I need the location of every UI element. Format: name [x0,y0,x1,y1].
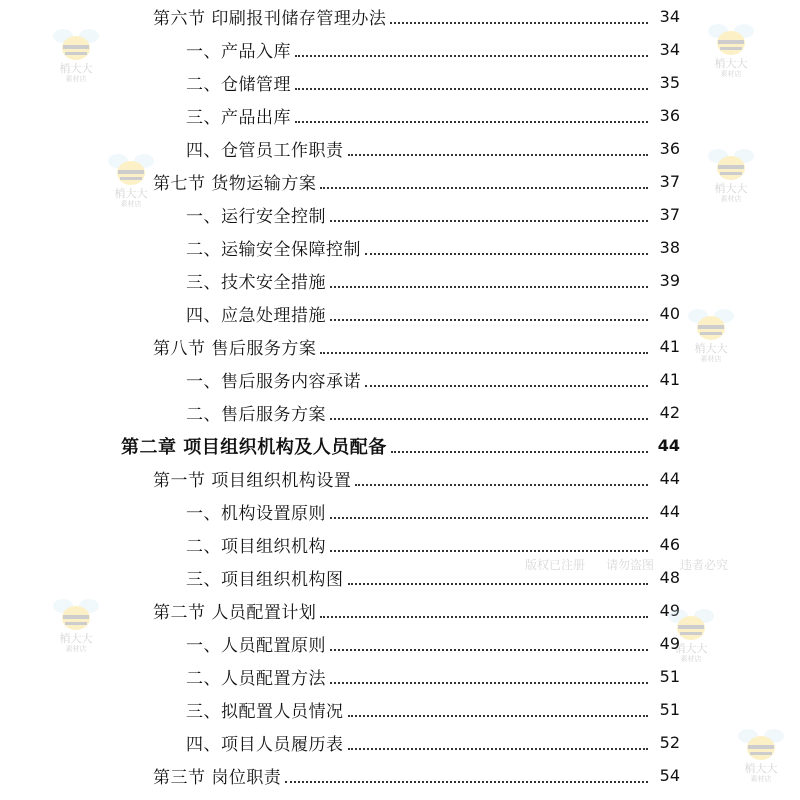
toc-subsection-entry[interactable] [0,264,680,297]
svg-text:梢大大: 梢大大 [744,762,778,775]
toc-page-number: 38 [659,238,680,257]
toc-subsection-entry[interactable] [0,627,680,660]
toc-page-number: 48 [659,568,680,587]
toc-page-number: 51 [659,700,680,719]
svg-text:梢大大: 梢大大 [59,632,93,645]
toc-page-number: 44 [657,436,680,455]
toc-subsection-entry[interactable] [0,198,680,231]
toc-subsection-entry[interactable] [0,33,680,66]
toc-section-entry[interactable] [0,330,680,363]
toc-entry-title: 二、人员配置方法 [186,669,326,689]
toc-dot-leader [330,220,648,222]
toc-chapter-entry[interactable] [0,429,680,462]
toc-dot-leader [391,451,648,453]
toc-subsection-entry[interactable] [0,693,680,726]
toc-page-number: 34 [659,40,680,59]
toc-subsection-entry[interactable] [0,297,680,330]
toc-page-number: 41 [659,337,680,356]
svg-text:梢大大: 梢大大 [714,57,748,70]
toc-subsection-entry[interactable] [0,132,680,165]
toc-entry-title: 一、售后服务内容承诺 [186,372,361,392]
toc-entry-title: 第七节 货物运输方案 [153,174,317,194]
toc-subsection-entry[interactable] [0,528,680,561]
toc-dot-leader [295,88,648,90]
toc-dot-leader [285,781,648,783]
toc-page-number: 46 [659,535,680,554]
toc-page-number: 37 [659,172,680,191]
toc-dot-leader [330,286,648,288]
toc-dot-leader [330,550,648,552]
toc-entry-title: 四、应急处理措施 [186,306,326,326]
svg-text:梢大大: 梢大大 [714,182,748,195]
toc-dot-leader [348,715,649,717]
toc-dot-leader [330,418,648,420]
toc-dot-leader [320,616,648,618]
toc-page-number: 39 [659,271,680,290]
toc-page-number: 54 [659,766,680,785]
toc-page-number: 49 [659,634,680,653]
svg-text:梢大大: 梢大大 [114,187,148,200]
watermark-notice: 请勿盗图 [606,558,655,572]
svg-text:素材店: 素材店 [680,655,702,662]
toc-entry-title: 一、产品入库 [186,42,291,62]
toc-entry-title: 第六节 印刷报刊储存管理办法 [153,9,387,29]
toc-subsection-entry[interactable] [0,231,680,264]
svg-text:素材店: 素材店 [720,70,742,77]
toc-entry-title: 三、技术安全措施 [186,273,326,293]
toc-entry-title: 二、仓储管理 [186,75,291,95]
toc-page-number: 44 [659,502,680,521]
watermark-notice: 违者必究 [680,558,729,572]
watermark-notice: 版权已注册 [525,558,586,572]
toc-dot-leader [295,121,648,123]
toc-dot-leader [348,583,649,585]
toc-dot-leader [348,154,649,156]
toc-subsection-entry[interactable] [0,660,680,693]
toc-page-number: 37 [659,205,680,224]
svg-text:素材店: 素材店 [750,775,772,782]
toc-dot-leader [330,319,648,321]
toc-subsection-entry[interactable] [0,99,680,132]
toc-section-entry[interactable] [0,759,680,792]
svg-text:素材店: 素材店 [65,75,87,82]
toc-dot-leader [295,55,648,57]
toc-section-entry[interactable] [0,0,680,33]
svg-text:梢大大: 梢大大 [674,642,708,655]
toc-dot-leader [355,484,648,486]
svg-text:梢大大: 梢大大 [694,342,728,355]
toc-page-number: 34 [659,7,680,26]
toc-entry-title: 第三节 岗位职责 [153,768,282,788]
toc-entry-title: 二、项目组织机构 [186,537,326,557]
svg-text:梢大大: 梢大大 [59,62,93,75]
toc-subsection-entry[interactable] [0,396,680,429]
toc-entry-title: 三、项目组织机构图 [186,570,344,590]
toc-page-number: 36 [659,139,680,158]
toc-page-number: 35 [659,73,680,92]
toc-page-number: 42 [659,403,680,422]
toc-section-entry[interactable] [0,165,680,198]
toc-entry-title: 第一节 项目组织机构设置 [153,471,352,491]
toc-dot-leader [390,22,648,24]
toc-dot-leader [330,649,648,651]
svg-text:素材店: 素材店 [700,355,722,362]
toc-section-entry[interactable] [0,462,680,495]
toc-entry-title: 一、人员配置原则 [186,636,326,656]
toc-entry-title: 一、运行安全控制 [186,207,326,227]
toc-entry-title: 第二章 项目组织机构及人员配备 [121,436,387,458]
svg-text:素材店: 素材店 [720,195,742,202]
toc-dot-leader [365,253,648,255]
toc-subsection-entry[interactable] [0,495,680,528]
toc-dot-leader [330,517,648,519]
toc-page-number: 36 [659,106,680,125]
toc-dot-leader [365,385,648,387]
toc-dot-leader [330,682,648,684]
toc-entry-title: 三、产品出库 [186,108,291,128]
toc-dot-leader [320,352,648,354]
svg-text:素材店: 素材店 [65,645,87,652]
toc-entry-title: 三、拟配置人员情况 [186,702,344,722]
toc-page-number: 49 [659,601,680,620]
svg-text:素材店: 素材店 [120,200,142,207]
toc-entry-title: 二、运输安全保障控制 [186,240,361,260]
toc-subsection-entry[interactable] [0,66,680,99]
toc-dot-leader [320,187,648,189]
toc-entry-title: 第二节 人员配置计划 [153,603,317,623]
toc-page-number: 41 [659,370,680,389]
toc-entry-title: 四、项目人员履历表 [186,735,344,755]
toc-subsection-entry[interactable] [0,561,680,594]
toc-subsection-entry[interactable] [0,726,680,759]
toc-dot-leader [348,748,649,750]
toc-page-number: 40 [659,304,680,323]
toc-subsection-entry[interactable] [0,363,680,396]
toc-page-number: 51 [659,667,680,686]
toc-entry-title: 一、机构设置原则 [186,504,326,524]
toc-section-entry[interactable] [0,594,680,627]
toc-entry-title: 四、仓管员工作职责 [186,141,344,161]
toc-page-number: 44 [659,469,680,488]
toc-entry-title: 第八节 售后服务方案 [153,339,317,359]
toc-entry-title: 二、售后服务方案 [186,405,326,425]
toc-page-number: 52 [659,733,680,752]
